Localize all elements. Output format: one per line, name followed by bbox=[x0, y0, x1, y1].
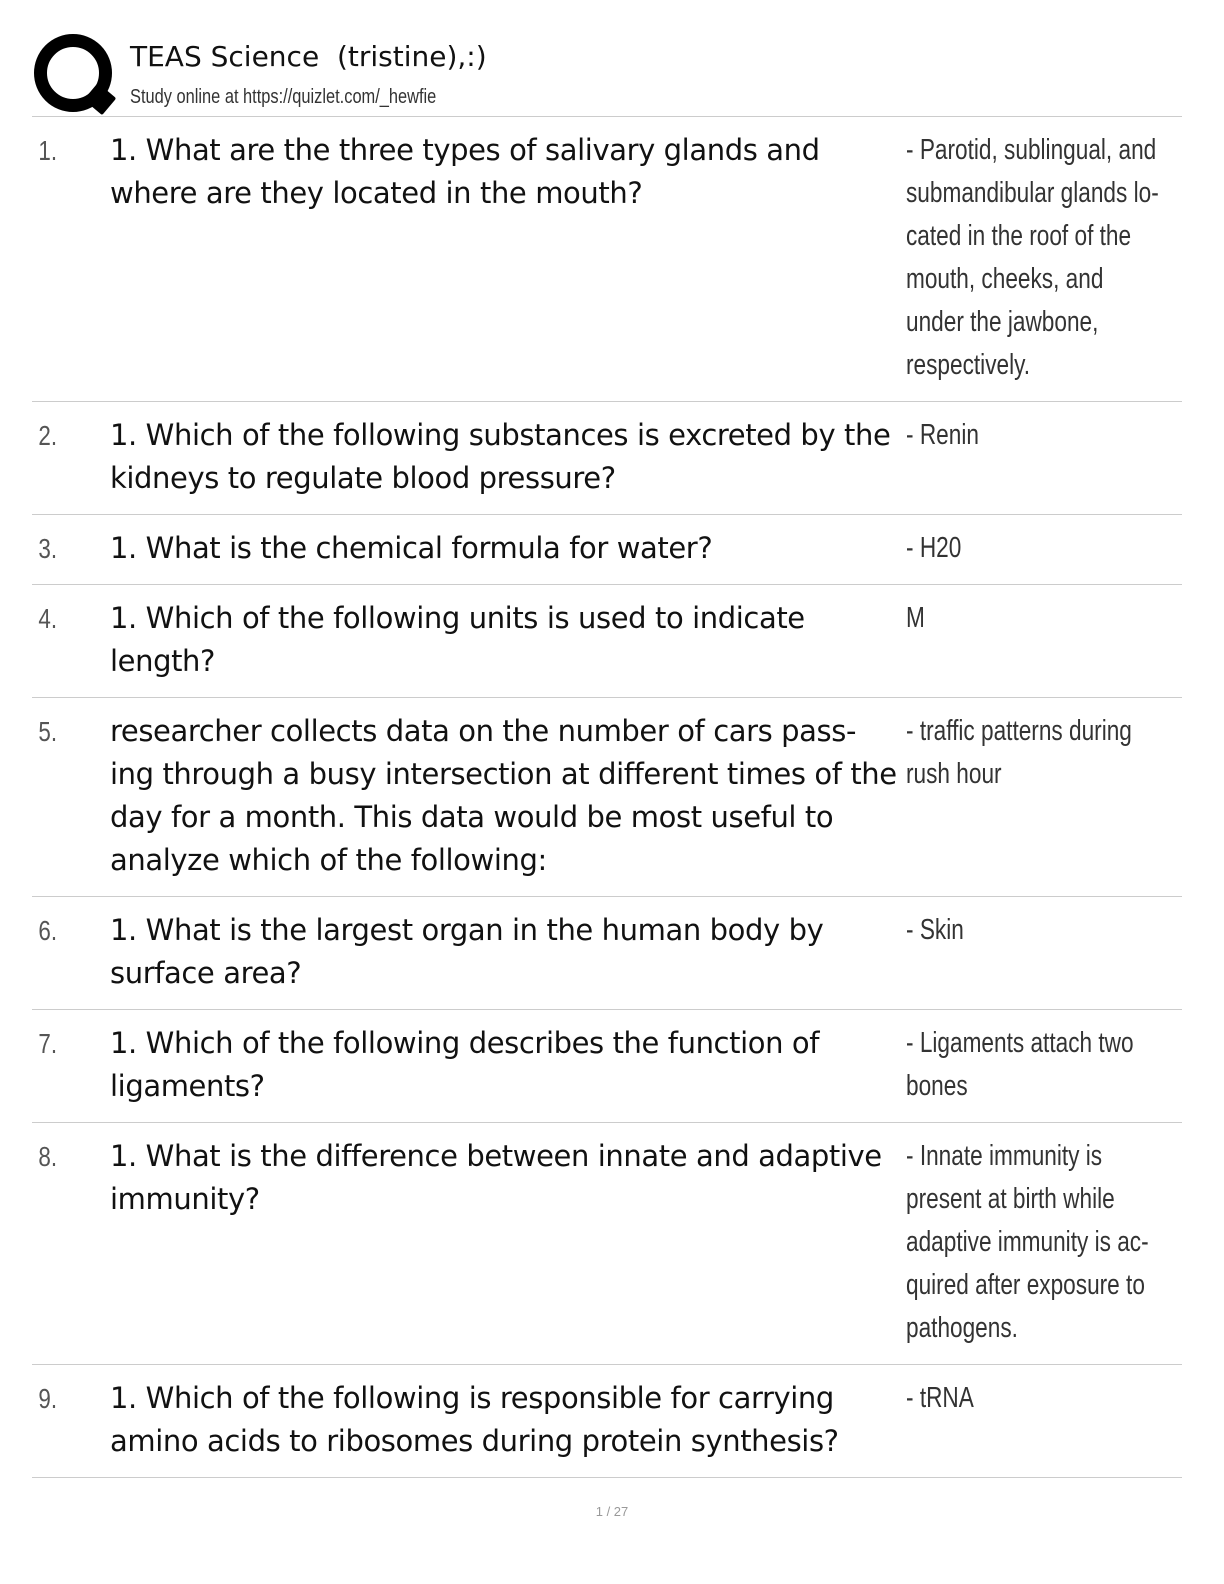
flashcard-row bbox=[32, 1365, 1182, 1478]
card-term: 1. What is the difference between innate and adaptive immunity? bbox=[110, 1139, 882, 1216]
card-definition bbox=[906, 1022, 1182, 1108]
card-number: 3. bbox=[38, 533, 58, 564]
card-term: researcher collects data on the number of cars pass- ing through a busy intersection at different times of the day for a month. This data would be most useful to analyze which of the following: bbox=[110, 714, 897, 877]
flashcard-row bbox=[32, 897, 1182, 1010]
card-definition bbox=[906, 1135, 1182, 1350]
card-term: 1. What is the chemical formula for water? bbox=[110, 531, 713, 565]
card-number: 2. bbox=[38, 420, 58, 451]
card-definition-text: - Innate immunity is present at birth while adaptive immunity is ac- quired after exposure to pathogens. bbox=[906, 1140, 1149, 1344]
card-definition-text: M bbox=[906, 602, 925, 634]
card-definition bbox=[906, 129, 1182, 387]
card-number: 8. bbox=[38, 1141, 58, 1172]
card-term: 1. What is the largest organ in the human body by surface area? bbox=[110, 913, 824, 990]
flashcard-row bbox=[32, 1010, 1182, 1123]
card-definition bbox=[906, 909, 1182, 995]
card-number: 4. bbox=[38, 603, 58, 634]
flashcard-row bbox=[32, 585, 1182, 698]
card-definition-text: - H20 bbox=[906, 532, 962, 564]
card-term: 1. Which of the following describes the function of ligaments? bbox=[110, 1026, 820, 1103]
flashcard-row bbox=[32, 1123, 1182, 1365]
card-number: 6. bbox=[38, 915, 58, 946]
card-definition bbox=[906, 1377, 1182, 1463]
flashcard-row bbox=[32, 117, 1182, 402]
study-online-link[interactable]: Study online at https://quizlet.com/_hewfie bbox=[130, 86, 437, 108]
card-number: 9. bbox=[38, 1383, 58, 1414]
page-number: 1 / 27 bbox=[595, 1504, 629, 1519]
card-definition-text: - traffic patterns during rush hour bbox=[906, 715, 1132, 790]
card-definition bbox=[906, 597, 1182, 683]
card-number: 1. bbox=[38, 135, 58, 166]
card-definition-text: - Parotid, sublingual, and submandibular glands lo- cated in the roof of the mouth, cheeks, and under the jawbone, respectively. bbox=[906, 134, 1159, 381]
card-term: 1. Which of the following is responsible for carrying amino acids to ribosomes during protein synthesis? bbox=[110, 1381, 839, 1458]
card-term: 1. What are the three types of salivary glands and where are they located in the mouth? bbox=[110, 133, 820, 210]
card-definition-text: - Skin bbox=[906, 914, 964, 946]
flashcard-row bbox=[32, 402, 1182, 515]
card-term: 1. Which of the following units is used to indicate length? bbox=[110, 601, 805, 678]
flashcard-row bbox=[32, 698, 1182, 897]
set-title: TEAS Science (tristine),:) bbox=[130, 40, 487, 73]
page-header bbox=[32, 30, 1182, 116]
flashcard-list bbox=[32, 117, 1182, 1478]
card-definition-text: - Ligaments attach two bones bbox=[906, 1027, 1134, 1102]
card-definition-text: - Renin bbox=[906, 419, 979, 451]
flashcard-row bbox=[32, 515, 1182, 585]
card-definition-text: - tRNA bbox=[906, 1382, 974, 1414]
card-definition bbox=[906, 414, 1182, 500]
card-definition bbox=[906, 710, 1182, 882]
card-number: 5. bbox=[38, 716, 58, 747]
card-term: 1. Which of the following substances is excreted by the kidneys to regulate blood pressure? bbox=[110, 418, 891, 495]
card-definition bbox=[906, 527, 1182, 570]
card-number: 7. bbox=[38, 1028, 58, 1059]
